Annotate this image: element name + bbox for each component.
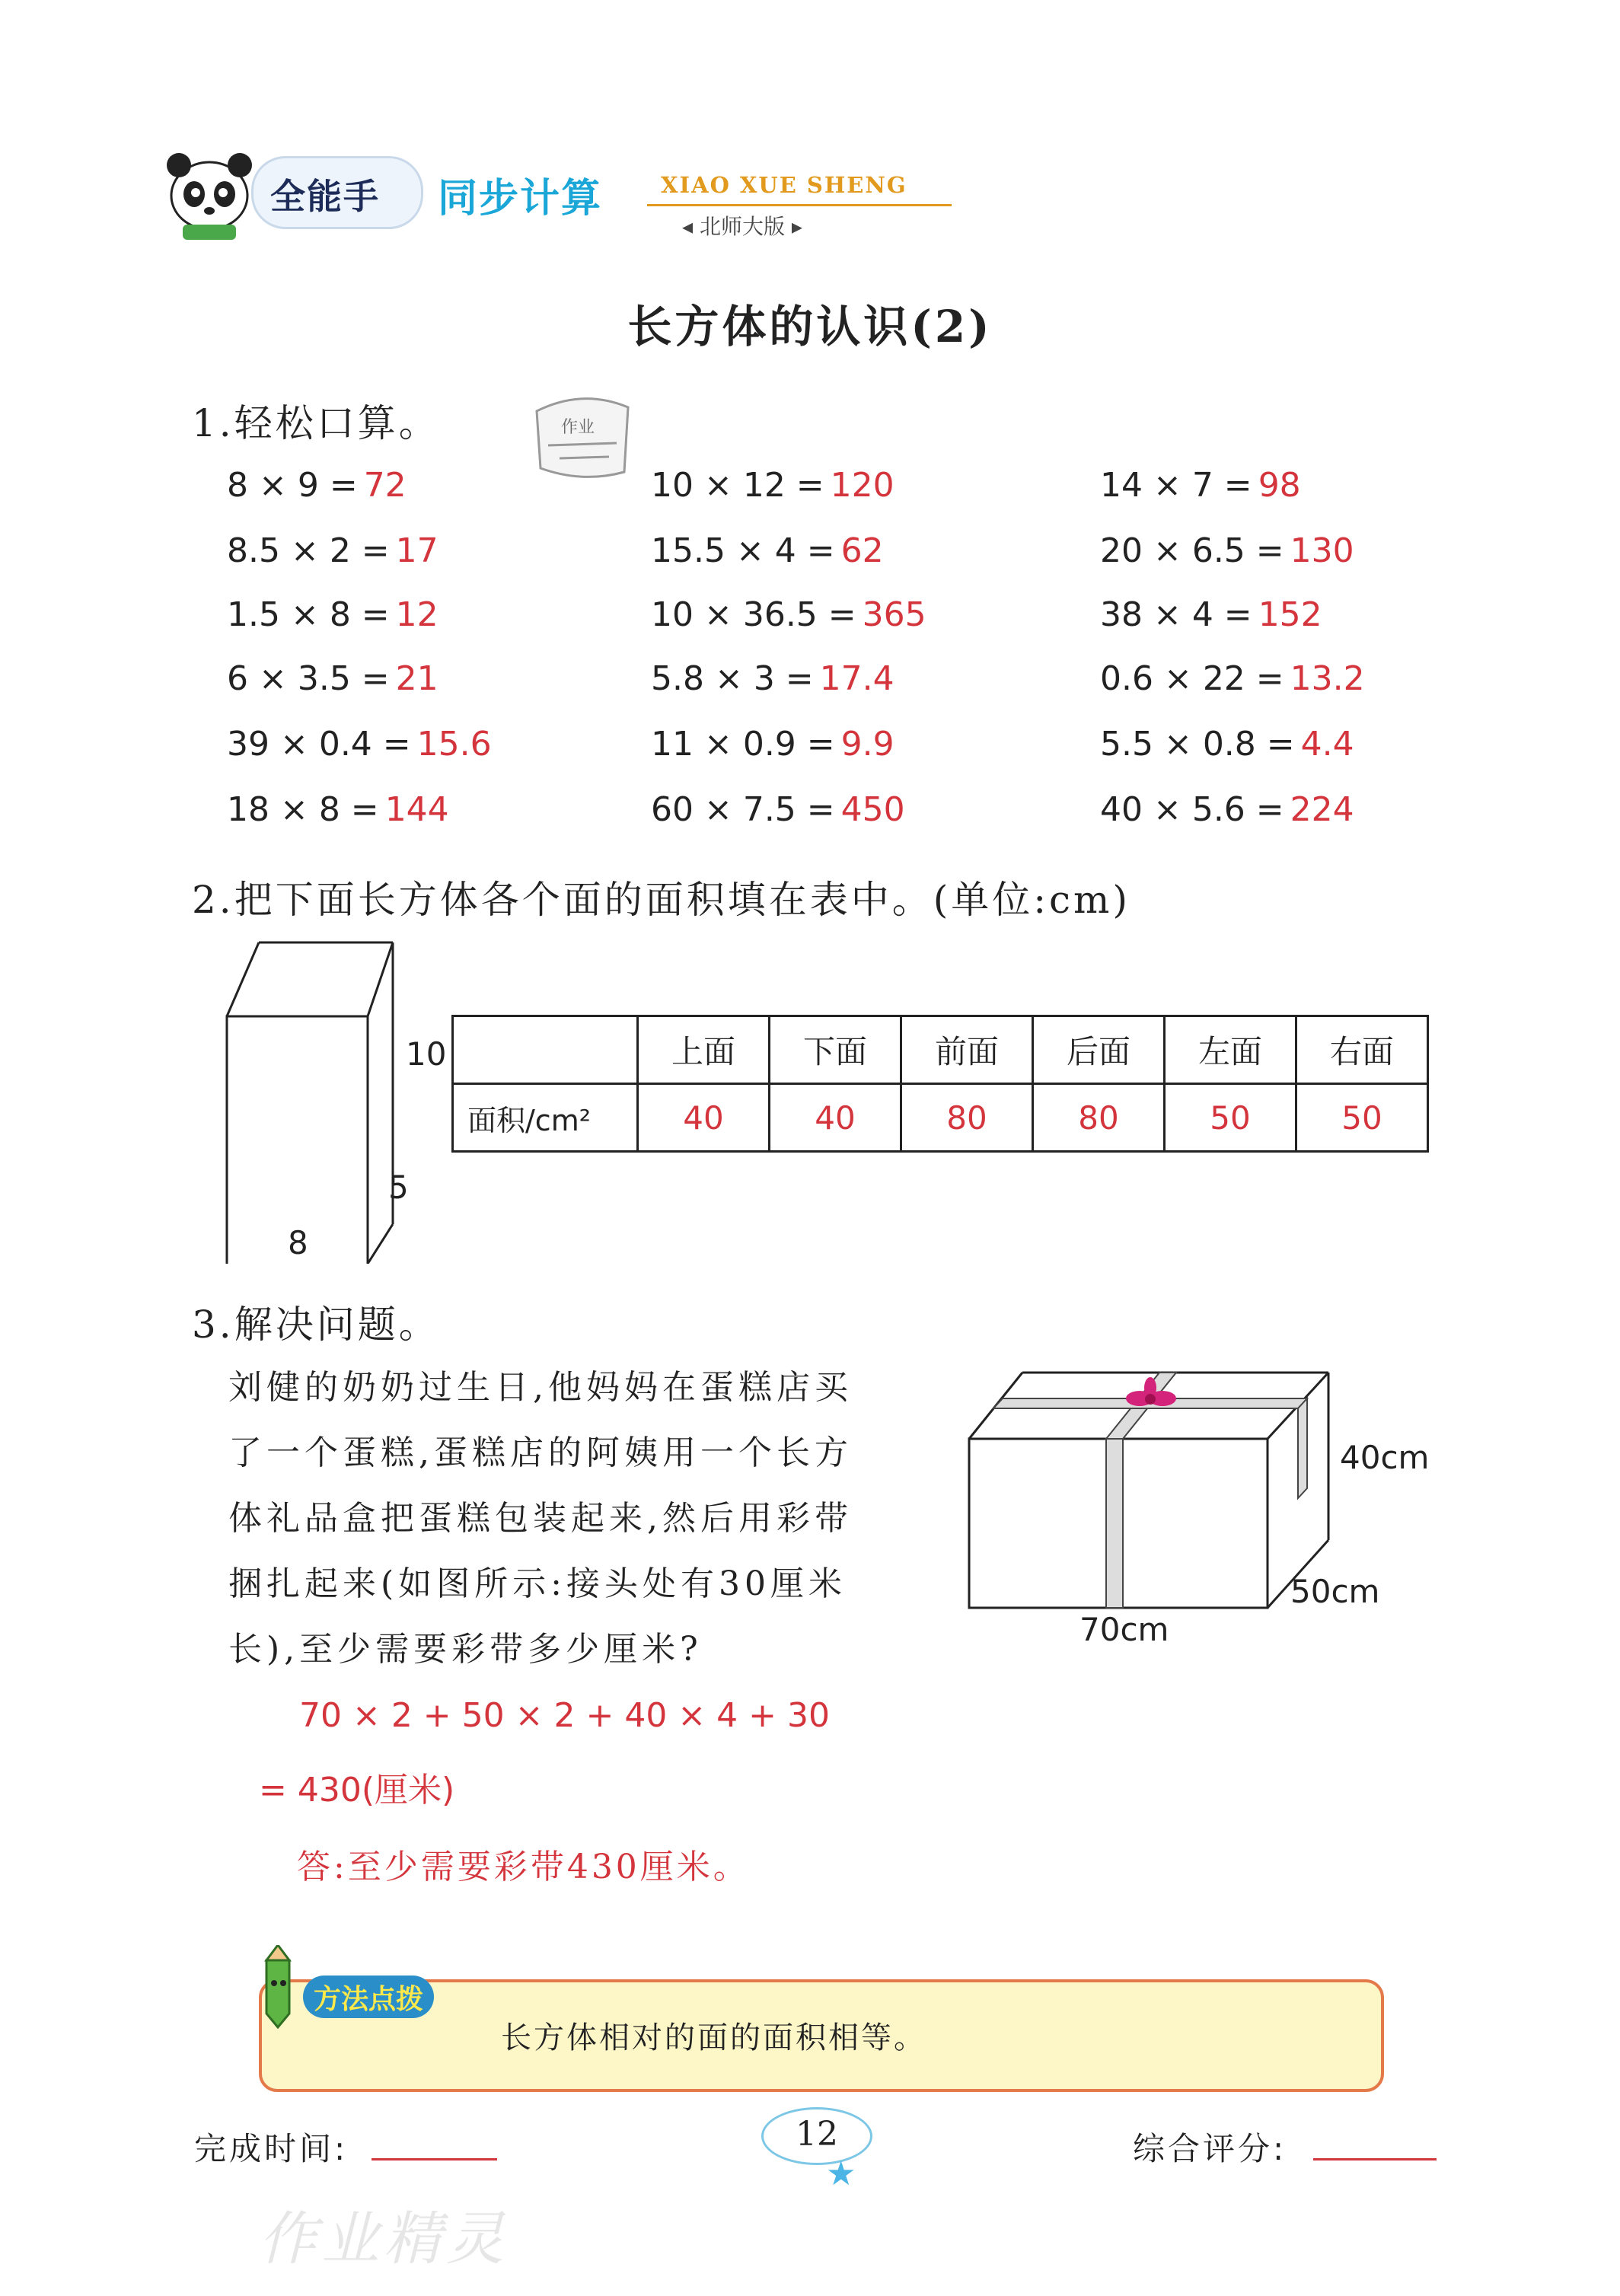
table-header-cell: 下面 [770,1016,901,1084]
tip-label-badge [303,1976,434,2018]
gift-box-figure [963,1366,1344,1618]
brand-main: 全能手 [270,176,380,217]
panda-mascot-icon [152,148,266,240]
math-question: 0.6 × 22 = [1100,659,1284,698]
math-answer: 12 [395,595,438,634]
table-value-cell: 40 [638,1084,770,1152]
math-question: 38 × 4 = [1100,595,1252,634]
math-problem [227,531,438,570]
math-problem [651,466,895,505]
completion-time-blank [372,2158,497,2160]
math-problem [1100,466,1301,505]
math-problem [651,659,895,698]
math-problem [651,790,905,829]
table-header-cell: 前面 [901,1016,1033,1084]
math-question: 18 × 8 = [227,790,379,829]
section1-heading: 1.轻松口算。 [192,401,440,445]
math-question: 20 × 6.5 = [1100,531,1284,570]
overall-score-label: 综合评分: [1133,2130,1287,2167]
stamp-text: 作业 [561,418,595,437]
work-line-1: 70 × 2 + 50 × 2 + 40 × 4 + 30 [299,1696,830,1735]
table-header-cell: 后面 [1033,1016,1165,1084]
math-question: 39 × 0.4 = [227,725,411,764]
section3-heading: 3.解决问题。 [192,1303,440,1347]
math-answer: 13.2 [1290,659,1365,698]
table-header-cell: 上面 [638,1016,770,1084]
problem-line: 刘健的奶奶过生日,他妈妈在蛋糕店买 [228,1368,853,1407]
math-question: 5.8 × 3 = [651,659,814,698]
table-value-cell: 40 [770,1084,901,1152]
math-question: 5.5 × 0.8 = [1100,725,1295,764]
gift-height-label: 40cm [1340,1439,1430,1476]
table-corner-cell [453,1016,638,1084]
math-answer: 21 [395,659,438,698]
page-title: 长方体的认识(2) [627,301,993,352]
cuboid-width-label: 8 [288,1224,308,1261]
math-question: 11 × 0.9 = [651,725,835,764]
math-problem [1100,725,1354,764]
problem-text [228,1355,898,1682]
table-header-cell: 右面 [1296,1016,1428,1084]
face-area-table [451,1015,1429,1153]
math-problem [1100,595,1322,634]
math-question: 6 × 3.5 = [227,659,390,698]
gift-depth-label: 50cm [1290,1573,1380,1610]
table-header-cell: 左面 [1165,1016,1296,1084]
math-question: 60 × 7.5 = [651,790,835,829]
math-answer: 152 [1258,595,1322,634]
brand-pinyin: XIAO XUE SHENG [661,172,907,198]
cuboid-height-label: 10 [406,1035,447,1073]
header-rule [647,204,952,206]
math-answer: 9.9 [840,725,895,764]
math-answer: 365 [862,595,926,634]
tip-text: 长方体相对的面的面积相等。 [501,2020,926,2055]
work-line-2: = 430(厘米) [259,1771,455,1810]
math-problem [1100,531,1354,570]
math-problem [227,725,492,764]
star-icon: ★ [826,2154,856,2193]
completion-time-label: 完成时间: [194,2130,349,2167]
math-problem [227,659,438,698]
math-question: 8 × 9 = [227,466,358,505]
brand-sub: 同步计算 [438,176,603,222]
table-row [453,1084,1428,1152]
page-number: 12 [796,2115,838,2154]
problem-line: 捆扎起来(如图所示:接头处有30厘米 [228,1564,847,1603]
math-question: 10 × 36.5 = [651,595,856,634]
math-answer: 4.4 [1300,725,1354,764]
math-problem [227,595,438,634]
pencil-mascot-icon [251,1945,305,2029]
answer-line: 答:至少需要彩带430厘米。 [297,1848,750,1886]
section2-heading: 2.把下面长方体各个面的面积填在表中。(单位:cm) [192,878,1130,922]
edition-label: ◂ 北师大版 ▸ [682,214,802,239]
table-row-label: 面积/cm² [453,1084,638,1152]
gift-length-label: 70cm [1079,1611,1169,1648]
math-question: 10 × 12 = [651,466,824,505]
math-question: 15.5 × 4 = [651,531,835,570]
math-problem [651,725,895,764]
cuboid-figure [213,936,449,1264]
math-answer: 144 [384,790,449,829]
problem-line: 体礼品盒把蛋糕包装起来,然后用彩带 [228,1499,853,1538]
math-question: 1.5 × 8 = [227,595,390,634]
problem-line: 了一个蛋糕,蛋糕店的阿姨用一个长方 [228,1433,853,1472]
math-answer: 72 [363,466,407,505]
math-problem [1100,790,1354,829]
math-problem [1100,659,1365,698]
math-answer: 17.4 [819,659,895,698]
cuboid-depth-label: 5 [388,1169,409,1206]
math-answer: 62 [840,531,884,570]
math-answer: 450 [840,790,905,829]
math-problem [651,531,884,570]
tip-label: 方法点拨 [314,1983,424,2015]
math-answer: 17 [395,531,438,570]
table-value-cell: 50 [1165,1084,1296,1152]
math-answer: 224 [1290,790,1354,829]
stamp-icon [529,388,636,487]
overall-score-blank [1313,2158,1437,2160]
math-answer: 130 [1290,531,1354,570]
math-problem [227,466,407,505]
table-value-cell: 80 [901,1084,1033,1152]
table-value-cell: 50 [1296,1084,1428,1152]
math-answer: 98 [1258,466,1301,505]
watermark: 作业精灵 [259,2205,509,2272]
math-question: 40 × 5.6 = [1100,790,1284,829]
math-question: 14 × 7 = [1100,466,1252,505]
math-question: 8.5 × 2 = [227,531,390,570]
math-answer: 15.6 [416,725,492,764]
problem-line: 长),至少需要彩带多少厘米? [228,1630,703,1669]
math-problem [227,790,449,829]
header-logo [152,148,266,240]
math-answer: 120 [830,466,895,505]
table-header-row [453,1016,1428,1084]
math-problem [651,595,926,634]
table-value-cell: 80 [1033,1084,1165,1152]
